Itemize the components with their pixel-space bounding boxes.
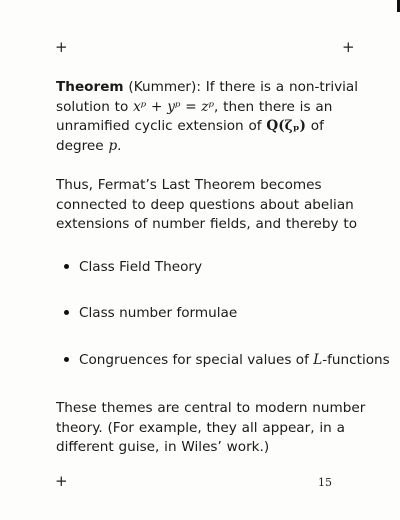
fermat-equation: xᵖ + yᵖ = zᵖ [133, 98, 215, 115]
degree-symbol: p [108, 137, 118, 154]
l-function-symbol: L [313, 352, 323, 368]
bullet-dot-icon [64, 264, 69, 269]
intro-paragraph: Thus, Fermat’s Last Theorem becomes connected to deep questions about abelian extensions of number fields, and thereby to [56, 177, 358, 232]
theorem-paragraph [56, 78, 366, 156]
theorem-text-1: If there is a non-trivial solution to [56, 79, 359, 115]
bullet-item [64, 258, 384, 277]
bullet-text: Class Field Theory [79, 259, 203, 275]
theorem-text-3: of degree [56, 118, 324, 154]
bullet-item [64, 304, 384, 323]
bullet-dot-icon [64, 310, 69, 315]
crop-mark-top-left: + [55, 38, 68, 56]
theorem-label: Theorem [56, 79, 124, 95]
bullet-text: Class number formulae [79, 305, 238, 321]
theorem-attribution: (Kummer): [123, 79, 201, 95]
bullet-text-suffix: -functions [322, 352, 390, 368]
closing-paragraph: These themes are central to modern number theory. (For example, they all appear, in a different guise, in Wiles’ work.) [56, 400, 366, 455]
crop-mark-top-right: + [342, 38, 355, 56]
crop-mark-bottom-left: + [55, 472, 68, 490]
theorem-text-2: , then there is an unramified cyclic extension of [56, 98, 333, 134]
bullet-text: Congruences for special values of [79, 352, 314, 368]
theorem-end: . [117, 137, 122, 154]
cyclotomic-field-text: Q(ζₚ) [266, 118, 306, 134]
page-number: 15 [318, 476, 332, 489]
bullet-item [64, 351, 390, 370]
cyclotomic-field [266, 118, 306, 134]
bullet-dot-icon [64, 357, 69, 362]
